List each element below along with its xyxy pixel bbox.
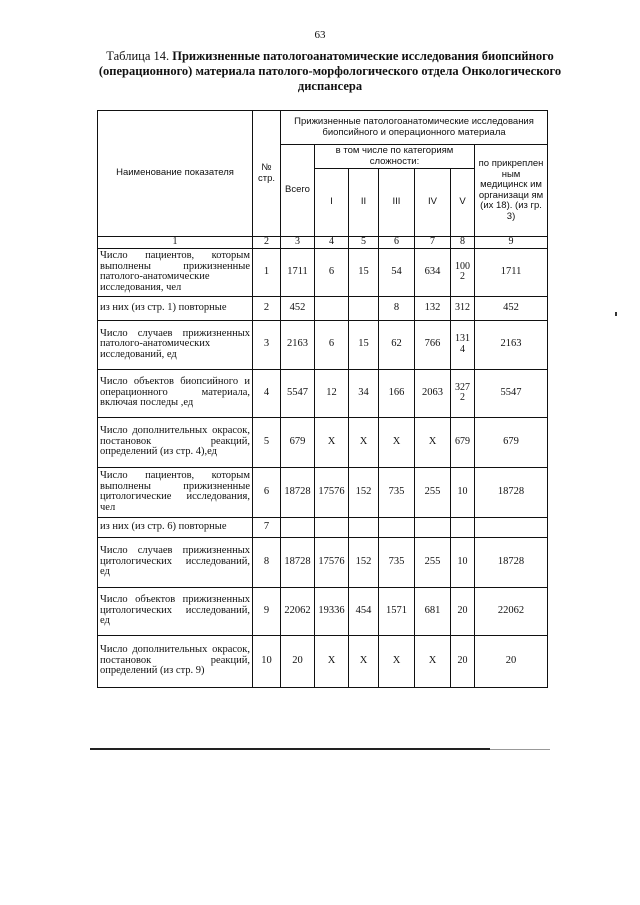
row-label: из них (из стр. 1) повторные [98,296,253,320]
table-header [98,111,548,249]
table-row [98,537,548,587]
cell-c4: 132 [415,296,451,320]
cell-c5: 20 [451,587,475,635]
header-group: Прижизненные патологоанатомические исследования биопсийного и операционного материала [281,111,548,145]
table-row [98,248,548,296]
cell-attached: 2163 [475,320,548,369]
header-total: Всего [281,145,315,237]
cell-c2: X [349,635,379,687]
cell-c4: X [415,635,451,687]
cell-num: 3 [253,320,281,369]
cell-c3: 62 [379,320,415,369]
cell-total: 18728 [281,537,315,587]
cell-c1: 17576 [315,537,349,587]
cell-total: 452 [281,296,315,320]
cell-num: 6 [253,467,281,517]
cell-c3: 166 [379,369,415,417]
footer-rule-tail [490,749,550,750]
header-attached: по прикреплен ным медицинск им организаци ям (их 18). (из гр. 3) [475,145,548,237]
cell-c5: 10 [451,537,475,587]
cell-attached: 18728 [475,467,548,517]
cell-c5 [451,517,475,537]
cell-num: 7 [253,517,281,537]
cell-attached: 679 [475,417,548,467]
cell-c1: 19336 [315,587,349,635]
cell-c2: 34 [349,369,379,417]
row-label: Число объектов биопсийного и операционного материала, включая последы ,ед [98,369,253,417]
cell-total: 20 [281,635,315,687]
cell-c2: 15 [349,320,379,369]
table-row [98,369,548,417]
row-label: Число случаев прижизненных патолого-анатомических исследований, ед [98,320,253,369]
cell-c4: 681 [415,587,451,635]
table-row [98,296,548,320]
cell-num: 4 [253,369,281,417]
cell-c4: 634 [415,248,451,296]
header-cat-5: V [451,169,475,237]
cell-c2 [349,296,379,320]
column-number: 3 [281,237,315,249]
cell-c1 [315,517,349,537]
cell-c5: 131 4 [451,320,475,369]
table-row [98,320,548,369]
cell-c3: 8 [379,296,415,320]
cell-total: 1711 [281,248,315,296]
cell-c3: X [379,635,415,687]
cell-c4: 255 [415,537,451,587]
column-number-row [98,237,548,249]
cell-c2: 152 [349,537,379,587]
cell-attached: 20 [475,635,548,687]
cell-attached: 18728 [475,537,548,587]
cell-c2: 454 [349,587,379,635]
header-cat-2: II [349,169,379,237]
cell-c2: 152 [349,467,379,517]
cell-c4: 255 [415,467,451,517]
cell-num: 2 [253,296,281,320]
cell-c1: 12 [315,369,349,417]
cell-c3 [379,517,415,537]
cell-num: 5 [253,417,281,467]
cell-total: 679 [281,417,315,467]
table-body [98,248,548,687]
cell-c4: 2063 [415,369,451,417]
cell-total [281,517,315,537]
statistics-table [97,110,548,688]
row-label: Число дополнительных окрасок, постановок реакций, определений (из стр. 9) [98,635,253,687]
cell-num: 10 [253,635,281,687]
cell-total: 2163 [281,320,315,369]
cell-c4 [415,517,451,537]
cell-c2 [349,517,379,537]
column-number: 2 [253,237,281,249]
column-number: 8 [451,237,475,249]
cell-c5: 312 [451,296,475,320]
cell-c3: X [379,417,415,467]
header-subgroup: в том числе по категориям сложности: [315,145,475,169]
cell-c5: 327 2 [451,369,475,417]
footer-rule [90,748,490,750]
header-cat-1: I [315,169,349,237]
table-caption-text: Прижизненные патологоанатомические исследования биопсийного (операционного) материала патолого-морфологического отдела Онкологического диспансера [98,49,562,93]
cell-total: 5547 [281,369,315,417]
header-row-number: № стр. [253,111,281,237]
header-cat-3: III [379,169,415,237]
table-caption-label: Таблица 14. [106,49,170,63]
table-row [98,587,548,635]
cell-c5: 100 2 [451,248,475,296]
column-number: 6 [379,237,415,249]
cell-c3: 735 [379,537,415,587]
cell-c3: 54 [379,248,415,296]
column-number: 4 [315,237,349,249]
cell-attached: 452 [475,296,548,320]
cell-num: 1 [253,248,281,296]
cell-c5: 679 [451,417,475,467]
cell-c1 [315,296,349,320]
cell-c1: X [315,635,349,687]
scan-mark [615,312,617,316]
cell-num: 9 [253,587,281,635]
cell-num: 8 [253,537,281,587]
column-number: 9 [475,237,548,249]
cell-c1: 6 [315,320,349,369]
cell-c1: 6 [315,248,349,296]
page-number: 63 [314,29,326,41]
header-cat-4: IV [415,169,451,237]
cell-attached: 5547 [475,369,548,417]
cell-c2: X [349,417,379,467]
row-label: из них (из стр. 6) повторные [98,517,253,537]
cell-c5: 20 [451,635,475,687]
table-row [98,417,548,467]
cell-c1: 17576 [315,467,349,517]
table-row [98,467,548,517]
header-name: Наименование показателя [98,111,253,237]
cell-attached: 1711 [475,248,548,296]
cell-c4: X [415,417,451,467]
column-number: 1 [98,237,253,249]
row-label: Число дополнительных окрасок, постановок реакций, определений (из стр. 4),ед [98,417,253,467]
table-row [98,635,548,687]
row-label: Число пациентов, которым выполнены прижизненные патолого-анатомические исследования, чел [98,248,253,296]
row-label: Число объектов прижизненных цитологических исследований, ед [98,587,253,635]
row-label: Число случаев прижизненных цитологических исследований, ед [98,537,253,587]
cell-c3: 735 [379,467,415,517]
cell-c5: 10 [451,467,475,517]
column-number: 7 [415,237,451,249]
table-row [98,517,548,537]
row-label: Число пациентов, которым выполнены прижизненные цитологические исследования, чел [98,467,253,517]
table-title [95,49,565,94]
cell-c2: 15 [349,248,379,296]
cell-attached [475,517,548,537]
column-number: 5 [349,237,379,249]
cell-total: 18728 [281,467,315,517]
cell-total: 22062 [281,587,315,635]
cell-c4: 766 [415,320,451,369]
cell-c3: 1571 [379,587,415,635]
cell-c1: X [315,417,349,467]
cell-attached: 22062 [475,587,548,635]
